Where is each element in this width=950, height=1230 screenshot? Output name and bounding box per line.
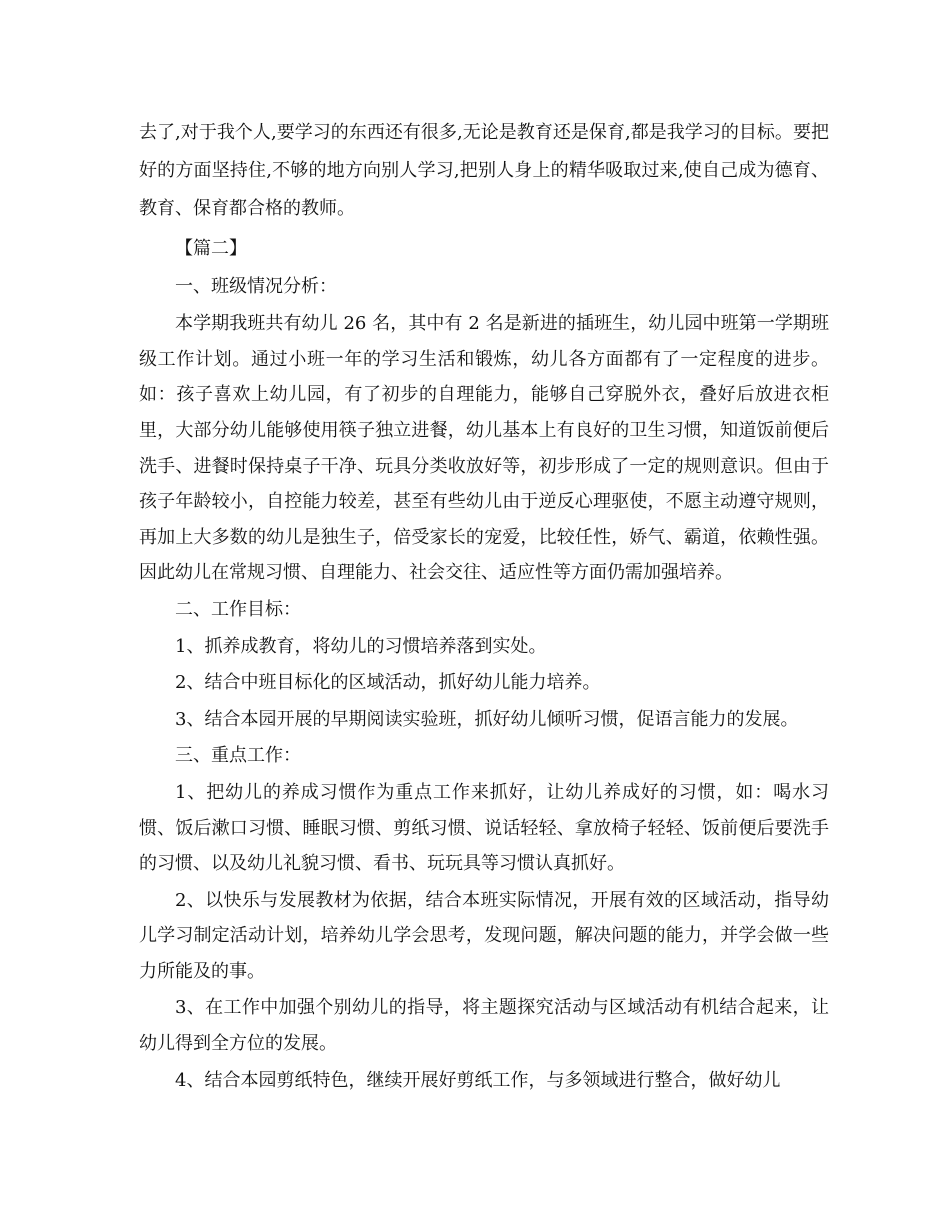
key-work-item-1: 1、把幼儿的养成习惯作为重点工作来抓好，让幼儿养成好的习惯，如：喝水习惯、饭后漱口习惯、睡眠习惯、剪纸习惯、说话轻轻、拿放椅子轻轻、饭前便后要洗手的习惯、以及幼儿礼貌习惯、看书、玩玩具等习惯认真抓好。 — [139, 781, 829, 875]
goal-item-3: 3、结合本园开展的早期阅读实验班，抓好幼儿倾听习惯，促语言能力的发展。 — [175, 708, 799, 730]
paragraph-intro-continuation: 去了,对于我个人,要学习的东西还有很多,无论是教育还是保育,都是我学习的目标。要把好的方面坚持住,不够的地方向别人学习,把别人身上的精华吸取过来,使自己成为德育、教育、保育都合格的教师。 — [139, 122, 829, 219]
goal-item-2: 2、结合中班目标化的区域活动，抓好幼儿能力培养。 — [175, 672, 601, 694]
heading-class-analysis: 一、班级情况分析： — [175, 275, 337, 297]
key-work-item-2: 2、以快乐与发展教材为依据，结合本班实际情况，开展有效的区域活动，指导幼儿学习制定活动计划，培养幼儿学会思考，发现问题，解决问题的能力，并学会做一些力所能及的事。 — [139, 889, 829, 982]
key-work-item-4: 4、结合本园剪纸特色，继续开展好剪纸工作，与多领域进行整合，做好幼儿 — [175, 1069, 781, 1091]
key-work-item-3: 3、在工作中加强个别幼儿的指导，将主题探究活动与区域活动有机结合起来，让幼儿得到全方位的发展。 — [139, 997, 829, 1055]
heading-work-goals: 二、工作目标： — [175, 598, 301, 620]
heading-key-work: 三、重点工作： — [175, 745, 301, 767]
paragraph-class-analysis: 本学期我班共有幼儿 26 名，其中有 2 名是新进的插班生，幼儿园中班第一学期班级工作计划。通过小班一年的学习生活和锻炼，幼儿各方面都有了一定程度的进步。如：孩子喜欢上幼儿园，有了初步的自理能力，能够自己穿脱外衣，叠好后放进衣柜里，大部分幼儿能够使用筷子独立进餐，幼儿基本上有良好的卫生习惯，知道饭前便后洗手、进餐时保持桌子干净、玩具分类收放好等，初步形成了一定的规则意识。但由于孩子年龄较小，自控能力较差，甚至有些幼儿由于逆反心理驱使，不愿主动遵守规则，再加上大多数的幼儿是独生子，倍受家长的宠爱，比较任性，娇气、霸道，依赖性强。因此幼儿在常规习惯、自理能力、社会交往、适应性等方面仍需加强培养。 — [139, 313, 829, 584]
section-heading-part-two: 【篇二】 — [175, 238, 247, 259]
document-body — [139, 114, 829, 1098]
goal-item-1: 1、抓养成教育，将幼儿的习惯培养落到实处。 — [175, 635, 547, 657]
